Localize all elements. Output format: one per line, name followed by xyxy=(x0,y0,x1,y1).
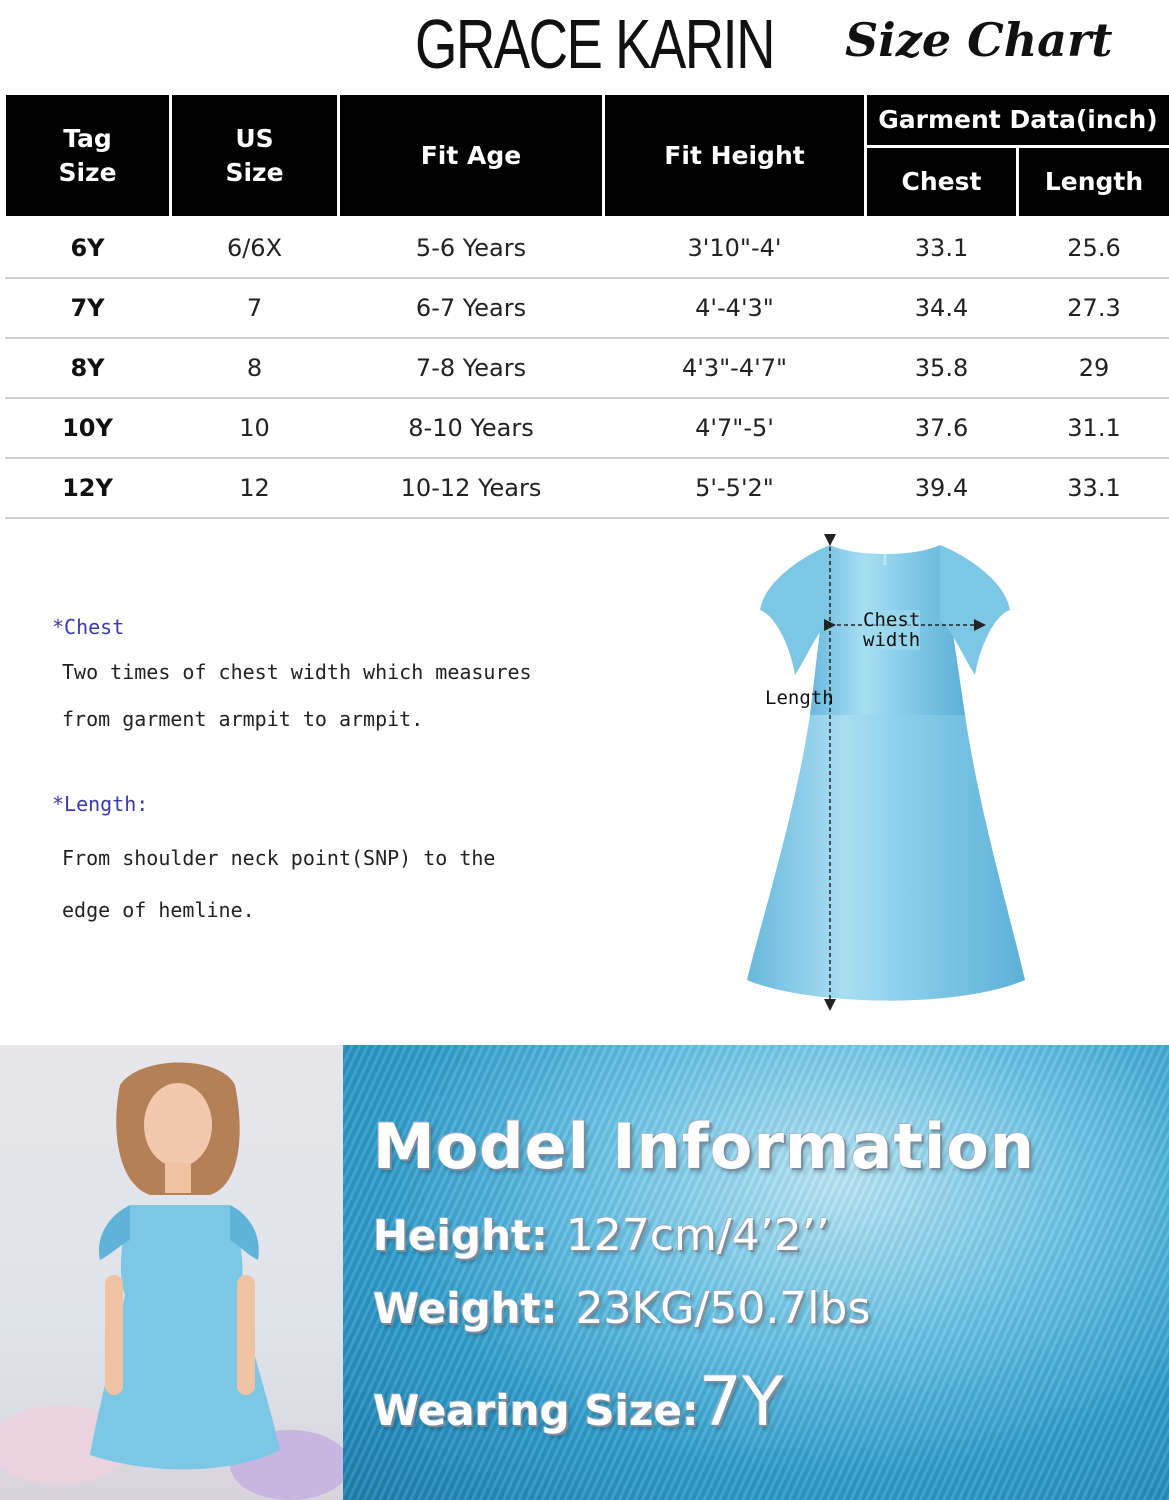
model-weight-value: 23KG/50.7lbs xyxy=(575,1283,871,1334)
model-illustration xyxy=(0,1045,343,1500)
chest-note-heading: *Chest xyxy=(52,615,125,639)
chest-note-line: Two times of chest width which measures xyxy=(62,660,532,684)
cell-chest: 34.4 xyxy=(866,278,1018,338)
cell-chest: 39.4 xyxy=(866,458,1018,518)
model-size-label: Wearing Size: xyxy=(373,1386,699,1435)
dress-illustration xyxy=(735,525,1035,1025)
table-row xyxy=(5,218,1169,279)
cell-height: 3'10"-4' xyxy=(604,218,866,279)
model-height-value: 127cm/4’2’’ xyxy=(565,1210,830,1261)
cell-age: 5-6 Years xyxy=(339,218,604,279)
header-us-size-label: US Size xyxy=(225,123,284,187)
model-weight xyxy=(373,1283,870,1334)
cell-us: 6/6X xyxy=(171,218,339,279)
cell-us: 8 xyxy=(171,338,339,398)
cell-tag: 7Y xyxy=(5,278,171,338)
length-label: Length xyxy=(765,687,834,709)
cell-tag: 12Y xyxy=(5,458,171,518)
length-note-line: From shoulder neck point(SNP) to the xyxy=(62,846,496,870)
cell-chest: 37.6 xyxy=(866,398,1018,458)
model-wearing-size xyxy=(373,1363,784,1442)
cell-height: 5'-5'2" xyxy=(604,458,866,518)
header-us-size xyxy=(171,94,339,218)
model-info-title: Model Information xyxy=(373,1110,1035,1183)
cell-age: 8-10 Years xyxy=(339,398,604,458)
model-weight-label: Weight: xyxy=(373,1284,558,1333)
table-row xyxy=(5,338,1169,398)
photo-section xyxy=(0,1045,1169,1500)
cell-height: 4'3"-4'7" xyxy=(604,338,866,398)
chest-width-label xyxy=(863,610,920,650)
cell-age: 10-12 Years xyxy=(339,458,604,518)
cell-length: 29 xyxy=(1018,338,1169,398)
table-row xyxy=(5,398,1169,458)
cell-tag: 10Y xyxy=(5,398,171,458)
cell-us: 12 xyxy=(171,458,339,518)
cell-us: 10 xyxy=(171,398,339,458)
cell-tag: 6Y xyxy=(5,218,171,279)
model-photo xyxy=(0,1045,343,1500)
cell-age: 7-8 Years xyxy=(339,338,604,398)
table-row xyxy=(5,278,1169,338)
length-note-line: edge of hemline. xyxy=(62,898,255,922)
cell-tag: 8Y xyxy=(5,338,171,398)
cell-length: 25.6 xyxy=(1018,218,1169,279)
header-length: Length xyxy=(1018,147,1169,218)
cell-us: 7 xyxy=(171,278,339,338)
measurement-notes xyxy=(52,615,612,935)
chest-width-label-line: Chest xyxy=(863,609,921,631)
cell-length: 27.3 xyxy=(1018,278,1169,338)
header-fit-age: Fit Age xyxy=(339,94,604,218)
brand-logo-text: GRACE KARIN xyxy=(415,5,775,83)
header-tag-size-label: Tag Size xyxy=(58,123,117,187)
header-tag-size xyxy=(5,94,171,218)
cell-height: 4'-4'3" xyxy=(604,278,866,338)
cell-chest: 33.1 xyxy=(866,218,1018,279)
cell-age: 6-7 Years xyxy=(339,278,604,338)
cell-length: 31.1 xyxy=(1018,398,1169,458)
header-fit-height: Fit Height xyxy=(604,94,866,218)
fabric-texture-panel xyxy=(343,1045,1169,1500)
chest-note-line: from garment armpit to armpit. xyxy=(62,707,424,731)
dress-measurement-diagram xyxy=(735,525,1035,1025)
model-height xyxy=(373,1210,830,1261)
header-garment-data: Garment Data(inch) xyxy=(866,94,1169,147)
cell-chest: 35.8 xyxy=(866,338,1018,398)
chart-title: Size Chart xyxy=(845,13,1113,67)
header xyxy=(0,0,1169,92)
chest-width-label-line: width xyxy=(863,629,921,651)
table-row xyxy=(5,458,1169,518)
header-chest: Chest xyxy=(866,147,1018,218)
model-height-label: Height: xyxy=(373,1211,548,1260)
cell-height: 4'7"-5' xyxy=(604,398,866,458)
model-size-value: 7Y xyxy=(698,1363,784,1442)
length-note-heading: *Length: xyxy=(52,792,149,816)
cell-length: 33.1 xyxy=(1018,458,1169,518)
size-table xyxy=(3,92,1169,519)
